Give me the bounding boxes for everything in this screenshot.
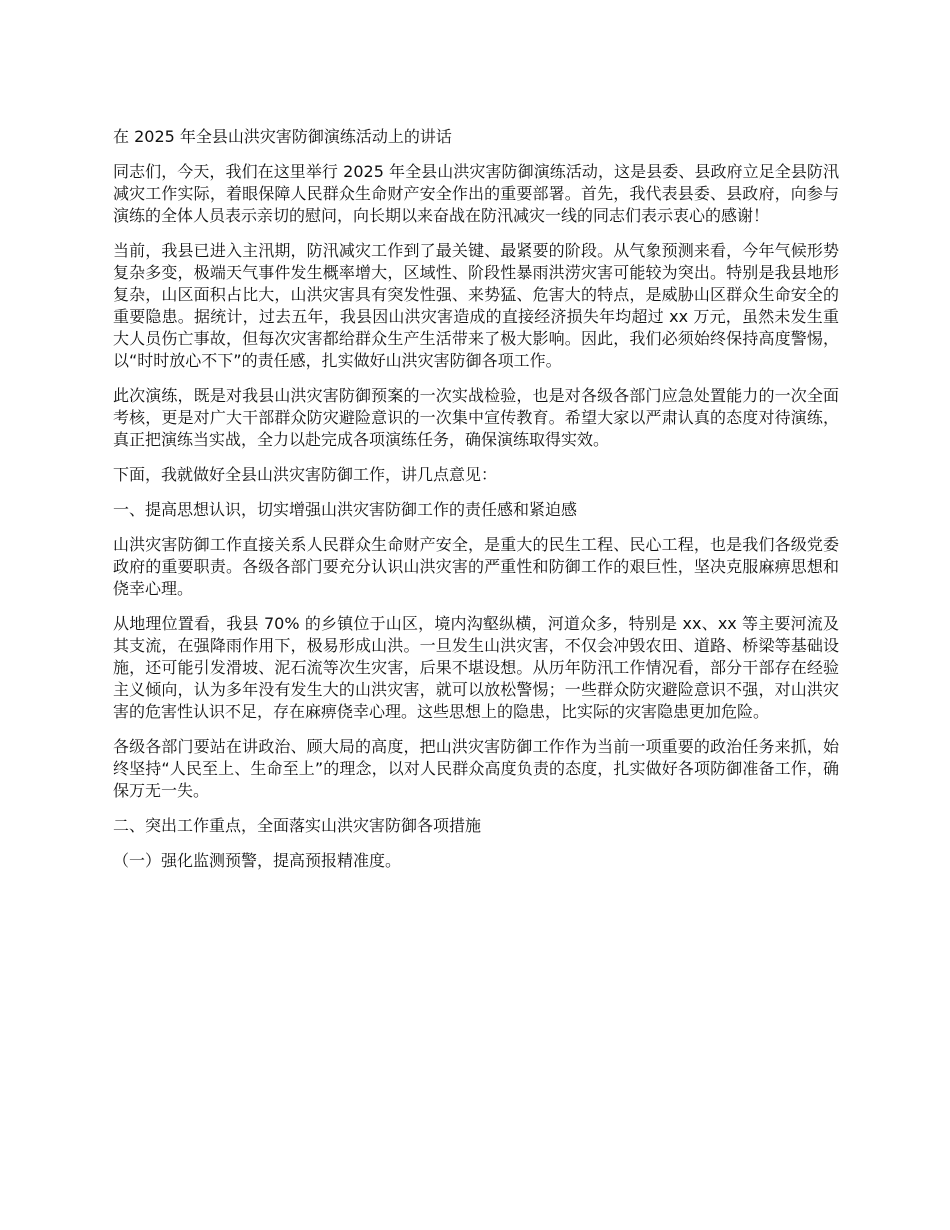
document-body xyxy=(113,126,839,885)
subsection-heading-1: （一）强化监测预警，提高预报精准度。 xyxy=(113,851,402,870)
paragraph-intro-opinions: 下面，我就做好全县山洪灾害防御工作，讲几点意见： xyxy=(113,465,498,484)
paragraph-political-task: 各级各部门要站在讲政治、顾大局的高度，把山洪灾害防御工作作为当前一项重要的政治任务来抓，始终坚持“人民至上、生命至上”的理念，以对人民群众高度负责的态度，扎实做好各项防御准备工作，确保万无一失。 xyxy=(113,737,839,800)
document-title: 在 2025 年全县山洪灾害防御演练活动上的讲话 xyxy=(113,127,452,146)
paragraph-geography: 从地理位置看，我县 70% 的乡镇位于山区，境内沟壑纵横，河道众多，特别是 xx、xx 等主要河流及其支流，在强降雨作用下，极易形成山洪。一旦发生山洪灾害，不仅会冲毁农田、道路、桥梁等基础设施，还可能引发滑坡、泥石流等次生灾害，后果不堪设想。从历年防汛工作情况看，部分干部存在经验主义倾向，认为多年没有发生大的山洪灾害，就可以放松警惕；一些群众防灾避险意识不强，对山洪灾害的危害性认识不足，存在麻痹侥幸心理。这些思想上的隐患，比实际的灾害隐患更加危险。 xyxy=(113,614,839,721)
section-heading-2: 二、突出工作重点，全面落实山洪灾害防御各项措施 xyxy=(113,816,482,835)
paragraph-greeting: 同志们，今天，我们在这里举行 2025 年全县山洪灾害防御演练活动，这是县委、县政府立足全县防汛减灾工作实际，着眼保障人民群众生命财产安全作出的重要部署。首先，我代表县委、县政府，向参与演练的全体人员表示亲切的慰问，向长期以来奋战在防汛减灾一线的同志们表示衷心的感谢！ xyxy=(113,162,839,225)
section-heading-1: 一、提高思想认识，切实增强山洪灾害防御工作的责任感和紧迫感 xyxy=(113,500,578,519)
paragraph-drill-purpose: 此次演练，既是对我县山洪灾害防御预案的一次实战检验，也是对各级各部门应急处置能力的一次全面考核，更是对广大干部群众防灾避险意识的一次集中宣传教育。希望大家以严肃认真的态度对待演练，真正把演练当实战，全力以赴完成各项演练任务，确保演练取得实效。 xyxy=(113,386,839,449)
paragraph-current-situation: 当前，我县已进入主汛期，防汛减灾工作到了最关键、最紧要的阶段。从气象预测来看，今年气候形势复杂多变，极端天气事件发生概率增大，区域性、阶段性暴雨洪涝灾害可能较为突出。特别是我县地形复杂，山区面积占比大，山洪灾害具有突发性强、来势猛、危害大的特点，是威胁山区群众生命安全的重要隐患。据统计，过去五年，我县因山洪灾害造成的直接经济损失年均超过 xx 万元，虽然未发生重大人员伤亡事故，但每次灾害都给群众生产生活带来了极大影响。因此，我们必须始终保持高度警惕，以“时时放心不下”的责任感，扎实做好山洪灾害防御各项工作。 xyxy=(113,241,839,370)
paragraph-responsibility: 山洪灾害防御工作直接关系人民群众生命财产安全，是重大的民生工程、民心工程，也是我们各级党委政府的重要职责。各级各部门要充分认识山洪灾害的严重性和防御工作的艰巨性，坚决克服麻痹思想和侥幸心理。 xyxy=(113,535,839,598)
